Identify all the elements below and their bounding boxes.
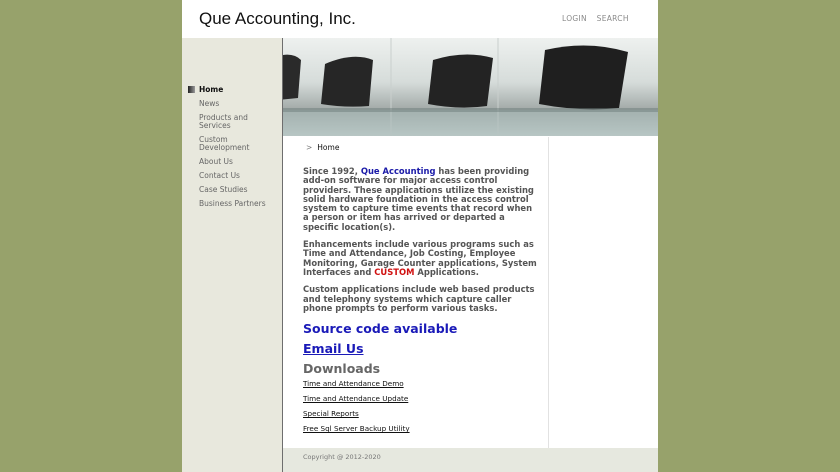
top-links: [562, 14, 636, 23]
custom-apps-paragraph: Custom applications include web based products and telephony systems which capture caller phone prompts to perform various tasks.: [303, 284, 535, 313]
sidebar-item-products[interactable]: [182, 114, 282, 130]
download-link-demo[interactable]: Time and Attendance Demo: [303, 379, 404, 389]
sidebar-item-contact[interactable]: [182, 172, 282, 180]
conference-chairs-image: [283, 38, 658, 136]
sidebar-item-case-studies[interactable]: [182, 186, 282, 194]
downloads-list: [303, 380, 539, 433]
sidebar-item-label: Business Partners: [199, 199, 266, 208]
sidebar-item-news[interactable]: [182, 100, 282, 108]
sidebar-item-label: News: [199, 99, 220, 108]
header: [182, 0, 658, 38]
site-title: Que Accounting, Inc.: [199, 9, 356, 28]
sidebar-item-label: Products and Services: [199, 113, 248, 130]
email-us-link[interactable]: Email Us: [303, 341, 364, 357]
que-accounting-link[interactable]: Que Accounting: [360, 166, 436, 176]
footer: [283, 448, 658, 472]
search-link[interactable]: SEARCH: [596, 14, 629, 23]
downloads-heading: Downloads: [303, 361, 381, 377]
sidebar-nav: [182, 86, 282, 214]
sidebar-item-custom-development[interactable]: [182, 136, 282, 152]
banner-image: [283, 38, 658, 136]
sidebar-item-home[interactable]: [182, 86, 282, 94]
custom-highlight: CUSTOM: [374, 266, 415, 277]
breadcrumb-separator-icon: >: [306, 143, 313, 152]
sidebar-item-label: About Us: [199, 157, 233, 166]
page-container: [182, 0, 658, 472]
intro-paragraph: Since 1992, Que Accounting has been providing add-on software for major access control providers. These applications utilize the existing solid hardware foundation in the access control system to capture time events that record when a person or item has arrived or departed a specific location(s).: [303, 166, 534, 232]
sidebar-item-label: Home: [199, 85, 224, 94]
sidebar-item-label: Case Studies: [199, 185, 248, 194]
right-column: [548, 137, 659, 448]
breadcrumb-current[interactable]: Home: [317, 143, 340, 152]
copyright-text: Copyright @ 2012-2020: [303, 453, 381, 461]
breadcrumb: [306, 143, 339, 152]
download-link-special-reports[interactable]: Special Reports: [303, 409, 359, 419]
download-link-update[interactable]: Time and Attendance Update: [303, 394, 409, 404]
source-code-link[interactable]: Source code available: [303, 321, 458, 337]
active-marker-icon: [188, 86, 195, 93]
main-content: [303, 167, 539, 440]
sidebar: [182, 38, 283, 472]
enhancements-paragraph: Enhancements include various programs such as Time and Attendance, Job Costing, Employee Monitoring, Garage Counter applications, System Interfaces and CUSTOM Applications.: [303, 239, 537, 277]
sidebar-item-label: Contact Us: [199, 171, 240, 180]
sidebar-item-about[interactable]: [182, 158, 282, 166]
login-link[interactable]: LOGIN: [562, 14, 587, 23]
download-link-backup-utility[interactable]: Free Sql Server Backup Utility: [303, 424, 410, 434]
sidebar-item-label: Custom Development: [199, 135, 250, 152]
sidebar-item-business-partners[interactable]: [182, 200, 282, 208]
